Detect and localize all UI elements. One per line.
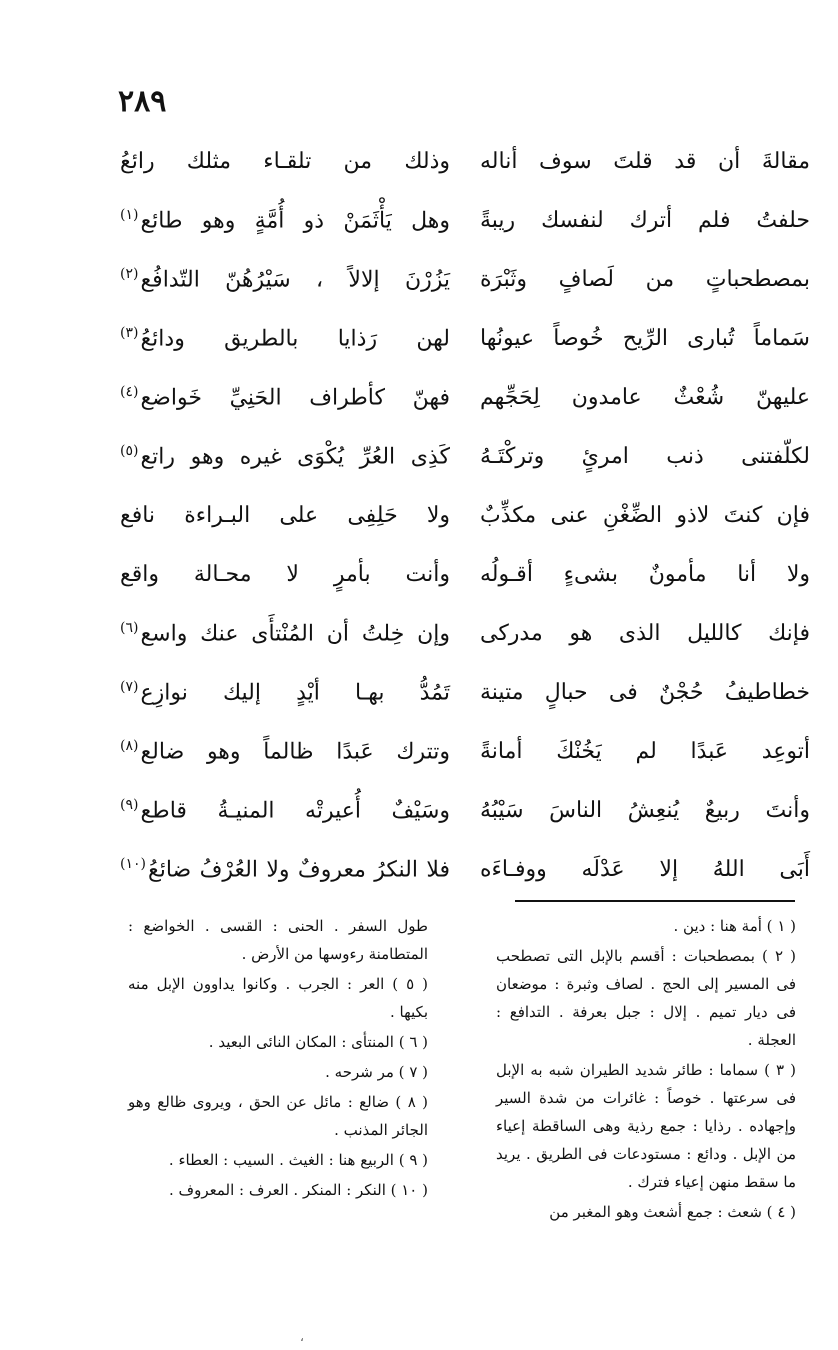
verse-second-hemistich-text: وإن خِلتُ أن المُنْتأَى عنك واسع	[140, 621, 450, 647]
verse-first-hemistich: حلفتُ فلم أترك لنفسك ريبةً	[480, 207, 810, 233]
verse-second-hemistich	[120, 857, 450, 881]
stray-mark: ،	[300, 1330, 304, 1344]
verse-second-hemistich	[120, 326, 450, 350]
verse-first-hemistich: عليهنّ شُعْثٌ عامدون لِحَجِّهم	[480, 384, 810, 410]
verse-second-hemistich	[120, 680, 450, 704]
verse	[120, 191, 810, 250]
verse	[120, 427, 810, 486]
verse-second-hemistich	[120, 208, 450, 232]
footnotes-right-column	[496, 912, 796, 1228]
verse-first-hemistich: سَماماً تُبارى الرِّيح خُوصاً عيونُها	[480, 325, 810, 351]
footnote: ( ٤ ) شعث : جمع أشعث وهو المغبر من	[549, 1203, 796, 1221]
verse-first-hemistich: مقالةَ أن قد قلتَ سوف أناله	[480, 148, 810, 174]
verse	[120, 368, 810, 427]
verse	[120, 250, 810, 309]
footnote: ( ١ ) أمة هنا : دين .	[673, 917, 796, 935]
footnote: ( ١٠ ) النكر : المنكر . العرف : المعروف .	[169, 1181, 428, 1199]
footnote: ( ٣ ) سماما : طائر شديد الطيران شبه به الإبل فى سرعتها . خوصاً : غائرات من شدة السير وإجهاده . رذايا : جمع رذية وهى الساقطة إعياء من الإبل . ودائع : مستودعات فى الطريق . يريد ما سقط منهن إعياء فترك .	[496, 1061, 796, 1191]
verse	[120, 840, 810, 899]
verse-second-hemistich	[120, 621, 450, 645]
footnote: ( ٩ ) الربيع هنا : الغيث . السيب : العطاء .	[168, 1151, 428, 1169]
footnote-marker: (٣)	[120, 325, 139, 342]
page-number: ٢٨٩	[118, 84, 167, 119]
footnote: ( ٦ ) المنتأى : المكان النائى البعيد .	[208, 1033, 428, 1051]
verse-second-hemistich-text: كَذِى العُرِّ يُكْوَى غيره وهو راتع	[140, 444, 450, 470]
verse-first-hemistich: أتوعِد عَبدًا لم يَخُنْكَ أمانةً	[480, 738, 810, 764]
verse-first-hemistich: ولا أنا مأمونٌ بشىءٍ أقـولُه	[480, 561, 810, 587]
footnote-marker: (٤)	[120, 384, 139, 401]
verse-second-hemistich-text: فهنّ كأطراف الحَنِيِّ خَواضع	[140, 385, 450, 411]
verse-first-hemistich: وأنتَ ربيعٌ يُنعِشُ الناسَ سَيْبُهُ	[480, 797, 810, 823]
verse-second-hemistich	[120, 444, 450, 468]
verse	[120, 663, 810, 722]
verse-second-hemistich	[120, 561, 450, 587]
verse-first-hemistich: أَبَى اللهُ إلا عَدْلَه ووفـاءَه	[480, 856, 810, 882]
footnote: ( ٨ ) ضالع : مائل عن الحق ، ويروى ظالع وهو الجائر المذنب .	[128, 1093, 429, 1139]
verse-second-hemistich-text: يَزُرْنَ إلالاً ، سَيْرُهُنّ التّدافُع	[140, 267, 450, 293]
verse-first-hemistich: لكلّفتنى ذنب امرئٍ وتركْتَـهُ	[480, 443, 810, 469]
verse	[120, 309, 810, 368]
verse-second-hemistich	[120, 267, 450, 291]
verse-second-hemistich	[120, 385, 450, 409]
poem	[120, 132, 810, 899]
footnote-marker: (٧)	[120, 679, 139, 696]
footnote: ( ٢ ) بمصطحبات : أقسم بالإبل التى تصطحب فى المسير إلى الحج . لصاف وثبرة : موضعان فى ديار تميم . إلال : جبل بعرفة . التدافع : العجلة .	[496, 947, 796, 1049]
footnote-marker: (١٠)	[120, 856, 146, 873]
footnote-marker: (٥)	[120, 443, 139, 460]
verse-second-hemistich-text: تَمُدُّ بهـا أيْدٍ إليك نوازِع	[140, 680, 450, 706]
footnote-marker: (٨)	[120, 738, 139, 755]
verse-second-hemistich-text: فلا النكرُ معروفٌ ولا العُرْفُ ضائعُ	[147, 857, 450, 883]
footnotes-left-column	[128, 912, 428, 1206]
footnote-marker: (٢)	[120, 266, 139, 283]
verse-first-hemistich: فإن كنتَ لاذو الضِّغْنِ عنى مكذِّبٌ	[480, 502, 810, 528]
verse-first-hemistich: خطاطيفُ حُجْنٌ فى حبالٍ متينة	[480, 679, 810, 705]
footnote-marker: (١)	[120, 207, 139, 224]
verse-second-hemistich-text: وأنت بأمرٍ لا محـالة واقع	[120, 561, 450, 587]
footnote-marker: (٦)	[120, 620, 139, 637]
footnote-separator	[515, 900, 795, 902]
verse	[120, 486, 810, 545]
verse-second-hemistich-text: وسَيْفٌ أُعيرتْه المنيـةُ قاطع	[140, 798, 450, 824]
verse-second-hemistich-text: وذلك من تلقـاء مثلك رائعُ	[120, 148, 450, 174]
verse	[120, 604, 810, 663]
verse-second-hemistich-text: ولا حَلِفِى على البـراءة نافع	[120, 502, 450, 528]
footnote: ( ٧ ) مر شرحه .	[325, 1063, 428, 1081]
verse	[120, 781, 810, 840]
verse	[120, 545, 810, 604]
verse	[120, 132, 810, 191]
footnote: ( ٥ ) العر : الجرب . وكانوا يداوون الإبل منه بكيها .	[128, 975, 428, 1021]
verse-second-hemistich-text: وتترك عَبدًا ظالماً وهو ضالع	[140, 739, 450, 765]
verse-second-hemistich-text: وهل يَأْثَمَنْ ذو أُمَّةٍ وهو طائع	[140, 208, 450, 234]
footnote-marker: (٩)	[120, 797, 139, 814]
verse-second-hemistich	[120, 739, 450, 763]
verse-second-hemistich	[120, 502, 450, 528]
verse-second-hemistich	[120, 798, 450, 822]
verse-second-hemistich	[120, 148, 450, 174]
verse-first-hemistich: فإنك كالليل الذى هو مدركى	[480, 620, 810, 646]
verse-first-hemistich: بمصطحباتٍ من لَصافٍ وثَبْرَة	[480, 266, 810, 292]
footnote: طول السفر . الحنى : القسى . الخواضع : المتطامنة رءوسها من الأرض .	[128, 917, 428, 963]
verse-second-hemistich-text: لهن رَذايا بالطريق ودائعُ	[140, 326, 450, 352]
verse	[120, 722, 810, 781]
